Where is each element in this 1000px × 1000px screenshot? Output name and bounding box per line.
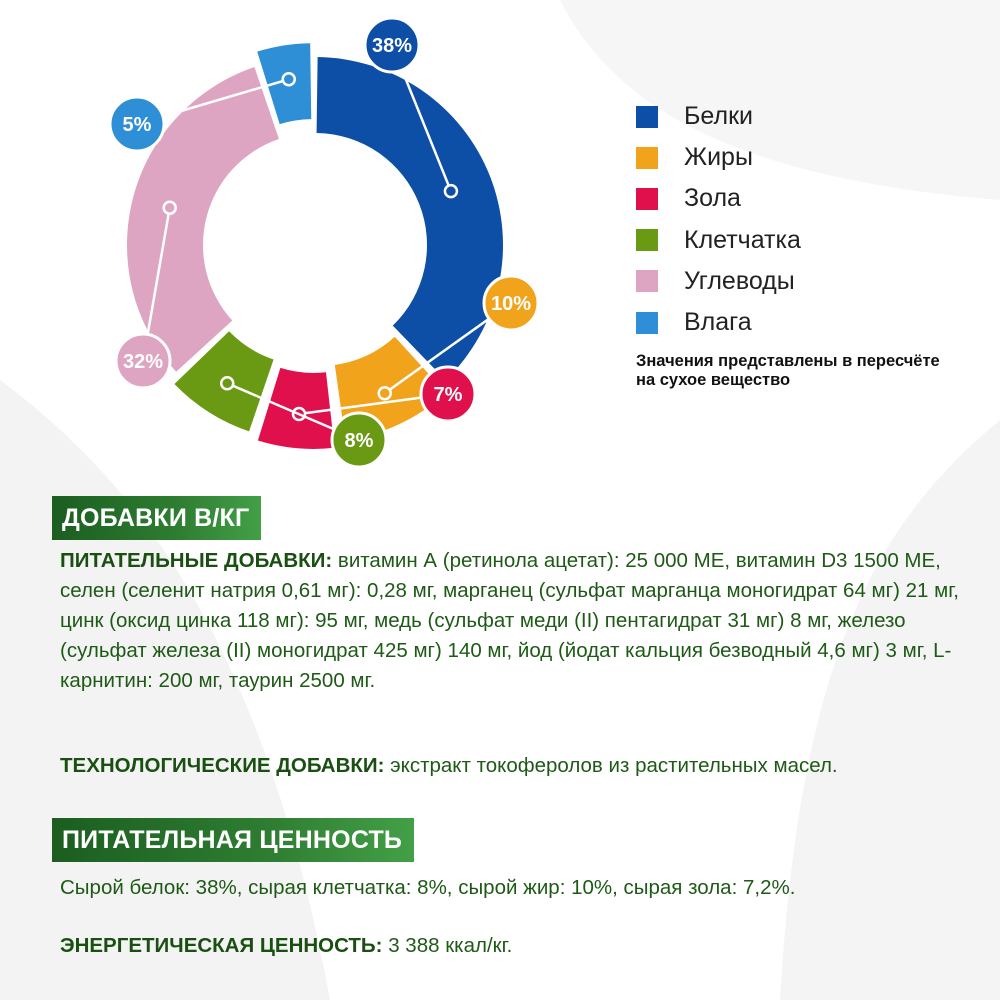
legend-swatch-5: [636, 270, 658, 292]
callout-dot-5: [164, 202, 176, 214]
callout-dot-1: [445, 185, 457, 197]
donut-slice-1: [317, 57, 503, 380]
callout-dot-6: [283, 73, 295, 85]
tech-additives-paragraph: [60, 751, 965, 781]
data-label-1: 38%: [371, 35, 413, 57]
legend-swatch-4: [636, 229, 658, 251]
nutrition-values-text: Сырой белок: 38%, сырая клетчатка: 8%, сырой жир: 10%, сырая зола: 7,2%.: [60, 876, 796, 899]
callout-dot-2: [379, 387, 391, 399]
nutrition-header: ПИТАТЕЛЬНАЯ ЦЕННОСТЬ: [52, 818, 414, 862]
tech-additives-text: экстракт токоферолов из растительных масел.: [384, 754, 838, 777]
legend-item-1: [636, 96, 801, 137]
nutritional-additives-paragraph: [60, 546, 965, 696]
tech-additives-title: ТЕХНОЛОГИЧЕСКИЕ ДОБАВКИ:: [60, 754, 385, 777]
nutritional-additives-text: витамин А (ретинола ацетат): 25 000 МЕ, витамин D3 1500 МЕ, селен (селенит натрия 0,61 мг): 0,28 мг, марганец (сульфат марганца моногидрат 64 мг) 21 мг, цинк (оксид цинка 118 мг): 95 мг, медь (сульфат меди (II) пентагидрат 31 мг) 8 мг, железо (сульфат железа (II) моногидрат 425 мг) 140 мг, йод (йодат кальция безводный 4,6 мг) 3 мг, L-карнитин: 200 мг, таурин 2500 мг.: [60, 549, 959, 692]
legend-item-2: [636, 137, 801, 178]
data-label-6: 5%: [122, 114, 152, 136]
legend-label-3: Зола: [684, 184, 741, 213]
callout-dot-4: [221, 377, 233, 389]
chart-legend: [636, 96, 801, 343]
additives-header: ДОБАВКИ В/КГ: [52, 496, 261, 540]
data-label-5: 32%: [122, 351, 164, 373]
energy-paragraph: [60, 931, 965, 961]
legend-swatch-2: [636, 147, 658, 169]
legend-swatch-1: [636, 106, 658, 128]
legend-label-5: Углеводы: [684, 266, 795, 295]
legend-label-6: Влага: [684, 308, 752, 337]
legend-item-3: [636, 178, 801, 219]
data-label-2: 10%: [490, 293, 532, 315]
nutritional-additives-title: ПИТАТЕЛЬНЫЕ ДОБАВКИ:: [60, 549, 333, 572]
legend-label-4: Клетчатка: [684, 225, 801, 254]
data-label-4: 8%: [344, 430, 374, 452]
data-label-3: 7%: [433, 384, 463, 406]
legend-swatch-6: [636, 312, 658, 334]
chart-note: Значения представлены в пересчёте на сухое вещество: [636, 352, 940, 389]
legend-item-5: [636, 261, 801, 302]
legend-label-2: Жиры: [684, 143, 753, 172]
energy-title: ЭНЕРГЕТИЧЕСКАЯ ЦЕННОСТЬ:: [60, 934, 383, 957]
legend-item-4: [636, 220, 801, 261]
nutrition-values-paragraph: [60, 873, 965, 903]
watermark-leaf-right: [780, 420, 1000, 1000]
energy-text: 3 388 ккал/кг.: [382, 934, 513, 957]
legend-swatch-3: [636, 188, 658, 210]
legend-label-1: Белки: [684, 102, 753, 131]
legend-item-6: [636, 302, 801, 343]
